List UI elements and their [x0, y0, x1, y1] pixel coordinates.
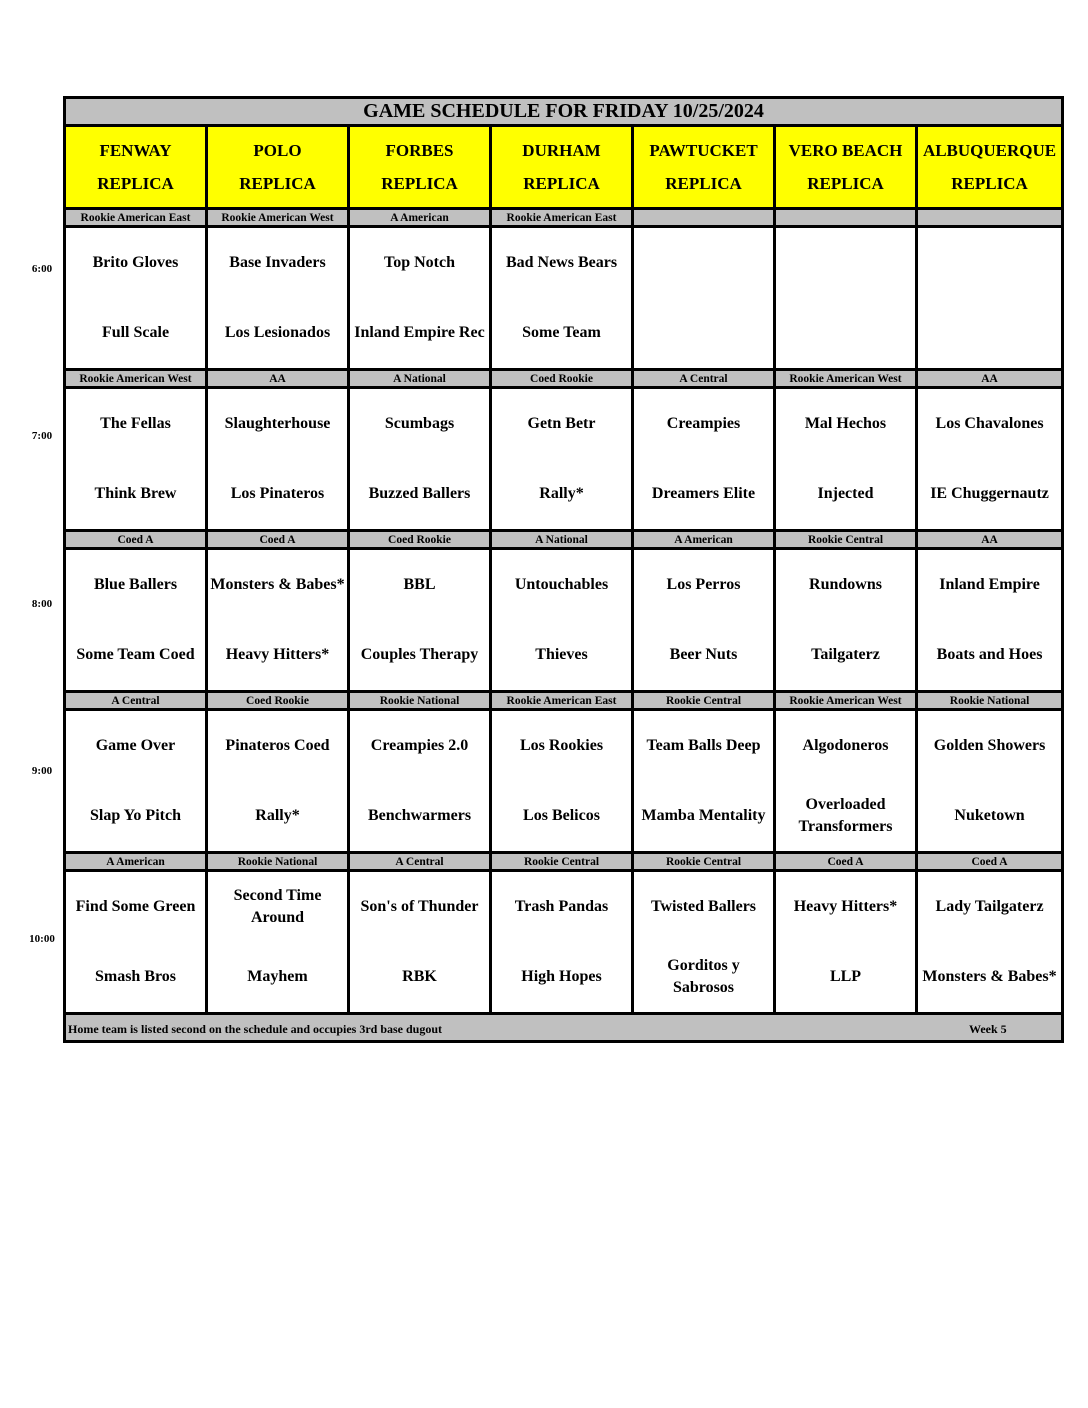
away-team: Top Notch	[384, 254, 455, 271]
game-cell	[349, 388, 491, 531]
away-team: Inland Empire	[939, 576, 1040, 593]
game-cell	[491, 227, 633, 370]
game-cell	[65, 871, 207, 1014]
game-cell	[917, 710, 1063, 853]
division-label: Coed A	[775, 853, 917, 871]
home-team: Inland Empire Rec	[354, 324, 485, 341]
field-sub: REPLICA	[239, 174, 316, 193]
division-label: Coed A	[207, 531, 349, 549]
home-team: Boats and Hoes	[936, 646, 1043, 663]
division-row	[65, 853, 1063, 871]
home-team: LLP	[829, 968, 862, 985]
away-team: Untouchables	[514, 576, 609, 593]
away-team: The Fellas	[100, 415, 171, 432]
schedule-title: GAME SCHEDULE FOR FRIDAY 10/25/2024	[65, 98, 1063, 126]
division-row	[65, 692, 1063, 710]
game-row	[65, 388, 1063, 531]
game-cell	[917, 871, 1063, 1014]
home-team: Los Belicos	[523, 807, 600, 824]
home-team: Los Pinateros	[230, 485, 325, 502]
footer-cell	[65, 1014, 1063, 1042]
home-team: Think Brew	[94, 485, 177, 502]
field-header	[65, 126, 207, 209]
game-cell	[491, 710, 633, 853]
division-label: AA	[917, 370, 1063, 388]
division-label: Rookie American West	[65, 370, 207, 388]
home-team: Beer Nuts	[669, 646, 738, 663]
division-label: A American	[65, 853, 207, 871]
home-team: Rally*	[255, 807, 300, 824]
division-row	[65, 209, 1063, 227]
game-cell	[775, 871, 917, 1014]
division-label: Rookie National	[349, 692, 491, 710]
home-team: Mamba Mentality	[641, 807, 766, 824]
away-team: Trash Pandas	[514, 898, 609, 915]
away-team: Golden Showers	[933, 737, 1046, 754]
division-label: Rookie Central	[775, 531, 917, 549]
division-label	[917, 209, 1063, 227]
away-team	[634, 228, 773, 298]
away-team: Monsters & Babes*	[210, 576, 345, 593]
game-cell	[349, 227, 491, 370]
game-cell	[65, 710, 207, 853]
field-name: FENWAY	[99, 141, 172, 160]
away-team: Scumbags	[384, 415, 455, 432]
week-label: Week 5	[969, 1022, 1007, 1036]
away-team: Lady Tailgaterz	[935, 898, 1044, 915]
division-label: Coed A	[917, 853, 1063, 871]
home-team: Monsters & Babes*	[922, 968, 1057, 985]
field-sub: REPLICA	[665, 174, 742, 193]
away-team: Find Some Green	[75, 898, 196, 915]
game-cell	[775, 227, 917, 370]
division-label: AA	[207, 370, 349, 388]
home-team: Los Lesionados	[224, 324, 331, 341]
away-team: Brito Gloves	[92, 254, 179, 271]
home-team: Heavy Hitters*	[225, 646, 330, 663]
away-team: Slaughterhouse	[224, 415, 331, 432]
away-team: Bad News Bears	[505, 254, 618, 271]
division-label: A American	[349, 209, 491, 227]
field-header	[775, 126, 917, 209]
home-team: Gorditos y Sabrosos	[667, 957, 740, 996]
away-team: Mal Hechos	[804, 415, 887, 432]
home-team: Some Team	[522, 324, 601, 341]
field-name: ALBUQUERQUE	[922, 141, 1057, 160]
game-cell	[917, 549, 1063, 692]
game-cell	[207, 388, 349, 531]
division-label: A National	[349, 370, 491, 388]
game-cell	[349, 549, 491, 692]
home-team: Buzzed Ballers	[368, 485, 471, 502]
division-label: Rookie Central	[633, 692, 775, 710]
game-row	[65, 227, 1063, 370]
field-name: PAWTUCKET	[649, 141, 758, 160]
division-label: A Central	[65, 692, 207, 710]
game-row	[65, 871, 1063, 1014]
away-team: Rundowns	[809, 576, 882, 593]
home-team: Dreamers Elite	[651, 485, 756, 502]
division-label	[633, 209, 775, 227]
division-label: Coed Rookie	[349, 531, 491, 549]
game-cell	[917, 227, 1063, 370]
field-header-row	[65, 126, 1063, 209]
division-label: A Central	[349, 853, 491, 871]
away-team: Heavy Hitters*	[793, 898, 898, 915]
home-team: Smash Bros	[94, 968, 177, 985]
away-team: Creampies	[666, 415, 741, 432]
time-label: 6:00	[31, 263, 53, 275]
division-row	[65, 370, 1063, 388]
division-label: Rookie National	[917, 692, 1063, 710]
game-cell	[491, 388, 633, 531]
game-cell	[491, 871, 633, 1014]
division-label: Rookie American West	[207, 209, 349, 227]
home-team: IE Chuggernautz	[930, 485, 1049, 502]
division-label: Rookie American East	[491, 209, 633, 227]
division-label: Rookie American West	[775, 370, 917, 388]
division-label: Rookie National	[207, 853, 349, 871]
field-header	[349, 126, 491, 209]
division-label: Rookie American West	[775, 692, 917, 710]
division-label: Coed Rookie	[491, 370, 633, 388]
away-team: Los Chavalones	[935, 415, 1044, 432]
schedule-table	[63, 96, 1064, 1043]
division-label: AA	[917, 531, 1063, 549]
home-team: Rally*	[539, 485, 584, 502]
division-label: A National	[491, 531, 633, 549]
game-cell	[207, 871, 349, 1014]
field-header	[491, 126, 633, 209]
home-team: High Hopes	[521, 968, 602, 985]
away-team: Game Over	[95, 737, 176, 754]
home-team: Benchwarmers	[367, 807, 472, 824]
time-label: 10:00	[29, 933, 55, 945]
game-cell	[207, 710, 349, 853]
field-name: VERO BEACH	[788, 141, 903, 160]
away-team: Base Invaders	[229, 254, 326, 271]
field-sub: REPLICA	[97, 174, 174, 193]
field-sub: REPLICA	[951, 174, 1028, 193]
game-cell	[65, 227, 207, 370]
away-team: Los Perros	[666, 576, 741, 593]
game-cell	[633, 549, 775, 692]
home-team: Slap Yo Pitch	[90, 807, 181, 824]
game-cell	[207, 549, 349, 692]
away-team	[918, 228, 1061, 298]
time-label: 7:00	[31, 430, 53, 442]
footer-row	[65, 1014, 1063, 1042]
division-label	[775, 209, 917, 227]
game-cell	[775, 710, 917, 853]
away-team: Algodoneros	[802, 737, 889, 754]
division-label: A Central	[633, 370, 775, 388]
away-team: Second Time Around	[233, 887, 322, 926]
away-team	[776, 228, 915, 298]
division-label: Rookie Central	[633, 853, 775, 871]
home-team	[776, 298, 915, 368]
home-team: Mayhem	[247, 968, 308, 985]
division-label: Rookie American East	[65, 209, 207, 227]
home-team: Thieves	[535, 646, 588, 663]
game-cell	[207, 227, 349, 370]
away-team: Twisted Ballers	[650, 898, 757, 915]
game-cell	[633, 227, 775, 370]
division-label: A American	[633, 531, 775, 549]
away-team: Getn Betr	[527, 415, 596, 432]
game-cell	[633, 388, 775, 531]
away-team: Creampies 2.0	[370, 737, 469, 754]
division-label: Rookie Central	[491, 853, 633, 871]
game-cell	[491, 549, 633, 692]
game-cell	[917, 388, 1063, 531]
home-team: Injected	[817, 485, 874, 502]
time-label: 8:00	[31, 598, 53, 610]
game-cell	[775, 388, 917, 531]
division-row	[65, 531, 1063, 549]
game-cell	[349, 871, 491, 1014]
field-header	[917, 126, 1063, 209]
field-header	[633, 126, 775, 209]
home-team	[918, 298, 1061, 368]
home-team: Nuketown	[954, 807, 1025, 824]
game-schedule	[63, 96, 1061, 1043]
field-sub: REPLICA	[807, 174, 884, 193]
game-cell	[633, 871, 775, 1014]
game-cell	[349, 710, 491, 853]
home-team: Some Team Coed	[76, 646, 195, 663]
field-sub: REPLICA	[381, 174, 458, 193]
home-team: Overloaded Transformers	[798, 796, 893, 835]
home-team: Full Scale	[101, 324, 170, 341]
home-team: Couples Therapy	[360, 646, 479, 663]
field-header	[207, 126, 349, 209]
away-team: Son's of Thunder	[360, 898, 479, 915]
division-label: Coed A	[65, 531, 207, 549]
game-cell	[65, 549, 207, 692]
away-team: Blue Ballers	[93, 576, 178, 593]
footer-note: Home team is listed second on the schedule and occupies 3rd base dugout	[68, 1022, 443, 1036]
away-team: Pinateros Coed	[225, 737, 330, 754]
away-team: Team Balls Deep	[646, 737, 761, 754]
field-name: POLO	[253, 141, 302, 160]
field-name: FORBES	[385, 141, 454, 160]
game-row	[65, 710, 1063, 853]
away-team: BBL	[403, 576, 436, 593]
title-row	[65, 98, 1063, 126]
home-team: Tailgaterz	[811, 646, 880, 663]
home-team: RBK	[402, 968, 437, 985]
game-row	[65, 549, 1063, 692]
game-cell	[65, 388, 207, 531]
home-team	[634, 298, 773, 368]
away-team: Los Rookies	[519, 737, 604, 754]
division-label: Rookie American East	[491, 692, 633, 710]
field-sub: REPLICA	[523, 174, 600, 193]
division-label: Coed Rookie	[207, 692, 349, 710]
field-name: DURHAM	[522, 141, 601, 160]
game-cell	[775, 549, 917, 692]
game-cell	[633, 710, 775, 853]
time-label: 9:00	[31, 765, 53, 777]
